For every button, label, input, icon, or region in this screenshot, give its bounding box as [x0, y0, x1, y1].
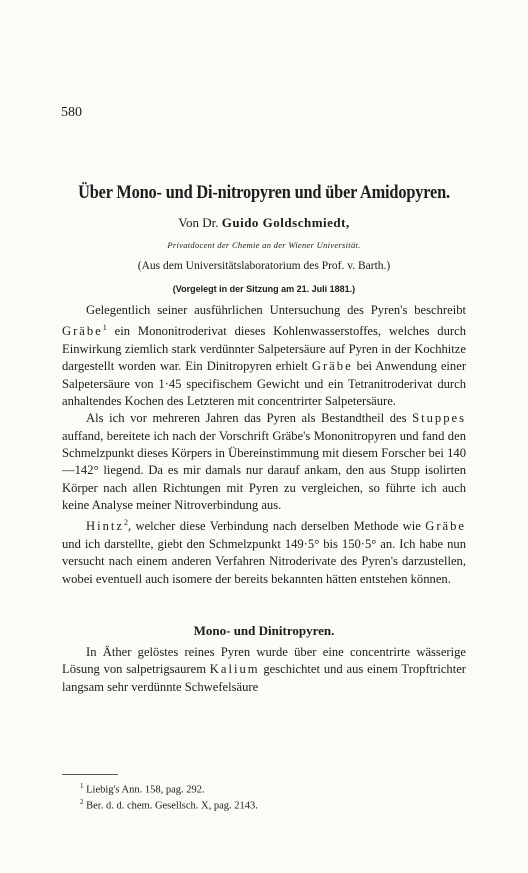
section-heading: Mono- und Dinitropyren.: [193, 623, 335, 638]
presented-note: (Vorgelegt in der Sitzung am 21. Juli 1881.): [172, 284, 356, 294]
term-ref: Kalium: [209, 662, 260, 677]
author-position: Privatdocent der Chemie an der Wiener Universität.: [167, 240, 361, 250]
byline: [0, 215, 528, 231]
author-ref: Gräbe: [425, 519, 466, 534]
author-ref: Gräbe: [311, 359, 353, 374]
paragraph-1: Gelegentlich seiner ausführlichen Untersuchung des Pyren's beschreibt Gräbe$^1$ ein Mononitroderivat dieses Kohlenwasserstoffes, welches durch Einwirkung ziemlich stark verdünnter Salpetersäure auf Pyren in der Kochhitze dargestellt worden war. Ein Dinitropyren erhielt Gräbe bei Anwendung einer Salpetersäure von 1·45 specifischem Gewicht und ein Tetranitroderivat durch anhaltendes Kochen des Letzteren mit concentrirter Salpetersäure.: [62, 303, 467, 408]
institute-note: (Aus dem Universitätslaboratorium des Prof. v. Barth.): [137, 260, 391, 272]
author-ref: Gräbe: [62, 324, 103, 339]
paragraph-4: In Äther gelöstes reines Pyren wurde über eine concentrirte wässerige Lösung von salpetrigsaurem Kalium geschichtet und aus einem Tropftrichter langsam sehr verdünnte Schwefelsäure: [62, 645, 466, 694]
footnote-ref: 1: [102, 323, 107, 333]
article-body-continued: [62, 644, 466, 696]
author-ref: Hintz: [86, 519, 124, 534]
footnote-1: $^1$ Liebig's Ann. 158, pag. 292.: [80, 782, 205, 796]
paragraph-2: Als ich vor mehreren Jahren das Pyren als Bestandtheil des Stuppes auffand, bereitete ich nach der Vorschrift Gräbe's Mononitropyren und fand den Schmelzpunkt dieses Körpers in Übereinstimmung mit diesem Forscher bei 140—142° liegend. Da es mir damals nur darauf ankam, den aus Stupp isolirten Körper nach allen Richtungen mit Pyren zu vergleichen, so führte ich auch keine Analyse meiner Nitroverbindung aus.: [62, 411, 466, 512]
footnote-divider: [62, 774, 118, 775]
page-number: 580: [61, 105, 82, 120]
byline-prefix: Von Dr.: [178, 215, 219, 230]
article-title: Über Mono- und Di-nitropyren und über Amidopyren.: [78, 182, 450, 203]
article-body: [62, 302, 466, 588]
footnote-ref: 2: [123, 518, 128, 528]
footnote-2: $^2$ Ber. d. d. chem. Gesellsch. X, pag. 2143.: [80, 798, 258, 812]
paragraph-3: Hintz$^2$, welcher diese Verbindung nach derselben Methode wie Gräbe und ich darstellte, giebt den Schmelzpunkt 149·5° bis 150·5° an. Ich habe nun versucht nach einem anderen Verfahren Nitroderivate des Pyren's darzustellen, wobei eventuell auch isomere der bereits bekannten hätten entstehen können.: [62, 518, 466, 586]
author-name: Guido Goldschmiedt,: [221, 215, 350, 230]
term-ref: Stuppes: [412, 411, 466, 426]
